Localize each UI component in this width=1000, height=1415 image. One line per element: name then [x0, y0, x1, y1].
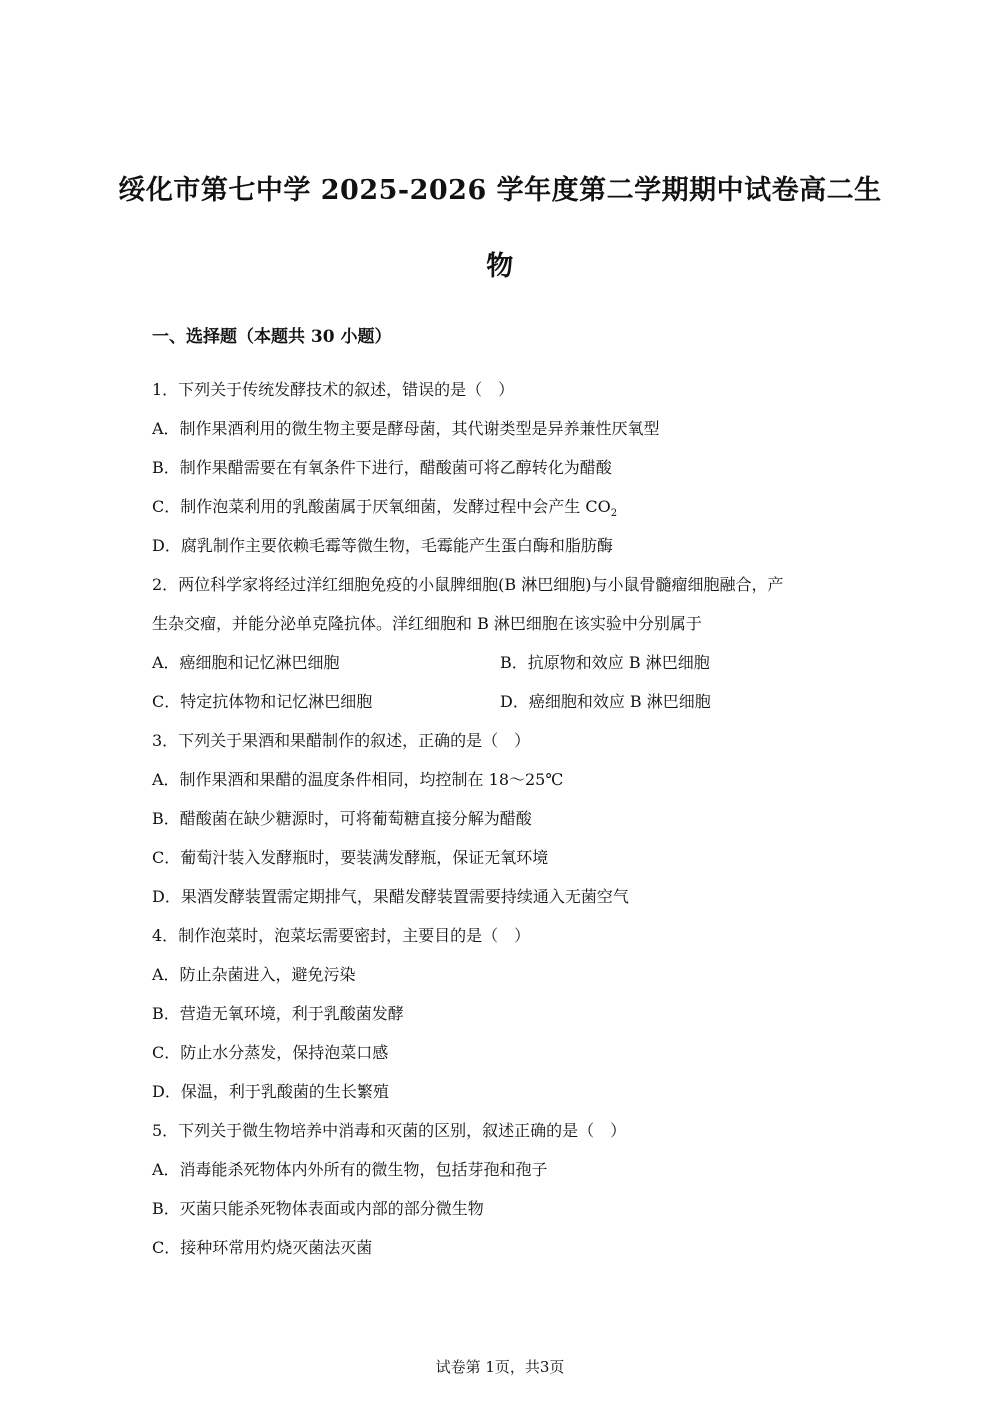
exam-title-line-2: 物 — [486, 251, 514, 282]
question-3-option-b: B．醋酸菌在缺少糖源时，可将葡萄糖直接分解为醋酸 — [152, 809, 532, 828]
question-2-option-c: C．特定抗体物和记忆淋巴细胞 — [152, 692, 373, 711]
question-2-option-a: A．癌细胞和记忆淋巴细胞 — [152, 653, 340, 672]
question-3-option-a: A．制作果酒和果醋的温度条件相同，均控制在 18～25℃ — [152, 770, 564, 789]
exam-title-line-1: 绥化市第七中学 2025-2026 学年度第二学期期中试卷高二生 — [118, 175, 882, 206]
question-4-option-c: C．防止水分蒸发，保持泡菜口感 — [152, 1043, 389, 1062]
question-4-stem: 4．制作泡菜时，泡菜坛需要密封，主要目的是（ ） — [152, 926, 531, 945]
question-2-stem-line-2: 生杂交瘤，并能分泌单克隆抗体。洋红细胞和 B 淋巴细胞在该实验中分别属于 — [152, 614, 702, 633]
section-heading: 一、选择题（本题共 30 小题） — [152, 327, 392, 347]
question-1-stem: 1．下列关于传统发酵技术的叙述，错误的是（ ） — [152, 380, 515, 399]
question-5-option-b: B．灭菌只能杀死物体表面或内部的部分微生物 — [152, 1199, 484, 1218]
question-2-stem-line-1: 2．两位科学家将经过洋红细胞免疫的小鼠脾细胞(B 淋巴细胞)与小鼠骨髓瘤细胞融合，产 — [152, 575, 784, 594]
question-5-option-a: A．消毒能杀死物体内外所有的微生物，包括芽孢和孢子 — [152, 1160, 548, 1179]
question-5-option-c: C．接种环常用灼烧灭菌法灭菌 — [152, 1238, 373, 1257]
question-4-option-b: B．营造无氧环境，利于乳酸菌发酵 — [152, 1004, 404, 1023]
question-1-option-b: B．制作果醋需要在有氧条件下进行，醋酸菌可将乙醇转化为醋酸 — [152, 458, 612, 477]
question-2-option-b: B．抗原物和效应 B 淋巴细胞 — [500, 653, 710, 672]
question-1-option-d: D．腐乳制作主要依赖毛霉等微生物，毛霉能产生蛋白酶和脂肪酶 — [152, 536, 613, 555]
question-3-option-d: D．果酒发酵装置需定期排气，果醋发酵装置需要持续通入无菌空气 — [152, 887, 629, 906]
question-1-option-a: A．制作果酒利用的微生物主要是酵母菌，其代谢类型是异养兼性厌氧型 — [152, 419, 660, 438]
page-footer: 试卷第 1页，共3页 — [435, 1358, 565, 1376]
question-5-stem: 5．下列关于微生物培养中消毒和灭菌的区别，叙述正确的是（ ） — [152, 1121, 627, 1140]
question-3-option-c: C．葡萄汁装入发酵瓶时，要装满发酵瓶，保证无氧环境 — [152, 848, 549, 867]
question-1-option-c — [152, 494, 617, 519]
co2-subscript: 2 — [610, 508, 618, 519]
question-4-option-a: A．防止杂菌进入，避免污染 — [152, 965, 356, 984]
question-1-option-c-text: C．制作泡菜利用的乳酸菌属于厌氧细菌，发酵过程中会产生 CO — [152, 497, 611, 516]
question-4-option-d: D．保温，利于乳酸菌的生长繁殖 — [152, 1082, 389, 1101]
question-3-stem: 3．下列关于果酒和果醋制作的叙述，正确的是（ ） — [152, 731, 531, 750]
question-2-option-d: D．癌细胞和效应 B 淋巴细胞 — [500, 692, 711, 711]
